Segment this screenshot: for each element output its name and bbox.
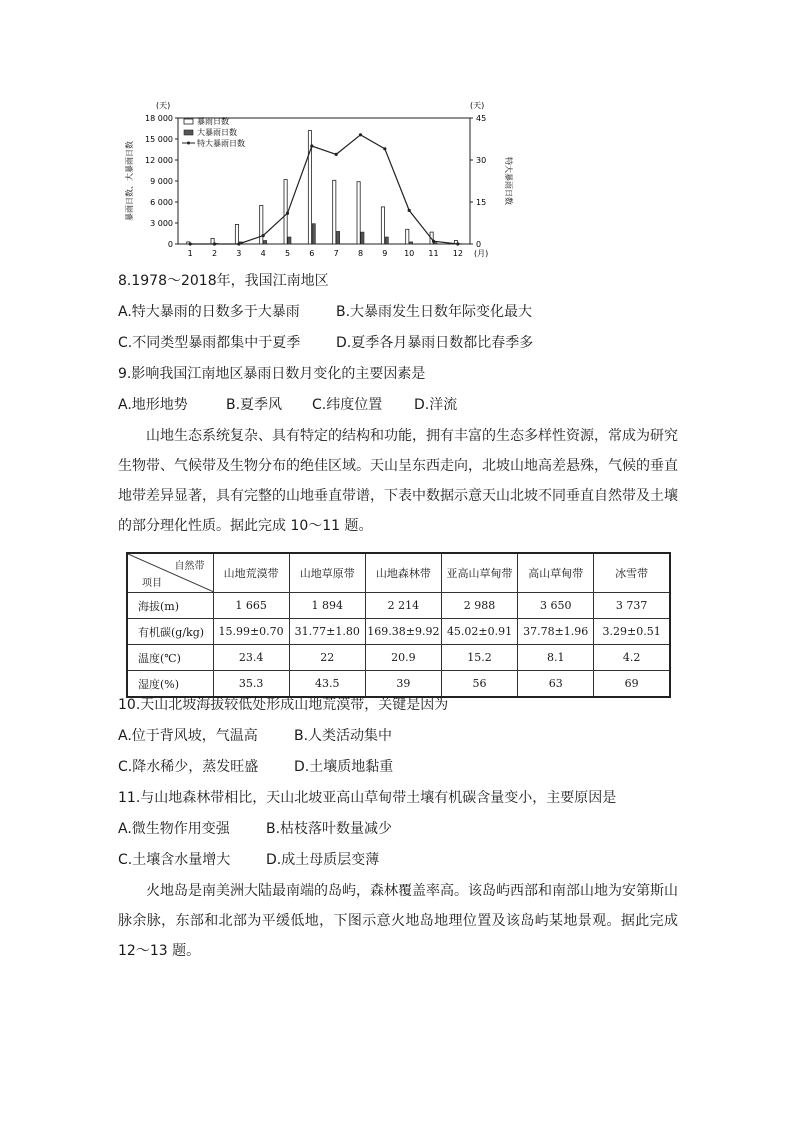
x-tick-label: 5 xyxy=(284,249,291,258)
q9-option-b[interactable]: B.夏季风 xyxy=(226,397,283,413)
right-tick-label: 30 xyxy=(476,156,487,165)
q8-option-c[interactable]: C.不同类型暴雨都集中于夏季 xyxy=(118,335,301,351)
point-extreme-rainstorm xyxy=(432,240,435,243)
x-tick-label: 9 xyxy=(382,249,388,258)
corner-bottom-label: 项目 xyxy=(142,578,162,589)
bar-rainstorm xyxy=(284,180,287,244)
bar-heavy-rainstorm xyxy=(434,243,437,244)
table-cell: 2 214 xyxy=(365,593,441,619)
table-row xyxy=(127,645,670,671)
table-cell: 56 xyxy=(441,671,517,698)
legend-label-rainstorm: 暴雨日数 xyxy=(197,117,229,126)
bar-rainstorm xyxy=(381,207,384,244)
bar-rainstorm xyxy=(333,180,336,244)
legend-point-extreme xyxy=(187,142,190,145)
table-row xyxy=(127,593,670,619)
point-extreme-rainstorm xyxy=(383,147,386,150)
question-10-options-row1 xyxy=(118,726,392,746)
right-unit-label: (天) xyxy=(470,101,485,110)
table-cell: 20.9 xyxy=(365,645,441,671)
table-cell: 3 737 xyxy=(594,593,670,619)
point-extreme-rainstorm xyxy=(335,153,338,156)
right-tick-label: 0 xyxy=(476,240,482,249)
table-header-row xyxy=(127,553,670,593)
table-cell: 2 988 xyxy=(441,593,517,619)
bar-rainstorm xyxy=(235,224,238,244)
bar-heavy-rainstorm xyxy=(263,241,266,245)
point-extreme-rainstorm xyxy=(359,133,362,136)
question-8-options-row2 xyxy=(118,333,533,353)
x-tick-label: 12 xyxy=(452,249,463,258)
q8-option-d[interactable]: D.夏季各月暴雨日数都比春季多 xyxy=(336,335,534,351)
table-cell: 3.29±0.51 xyxy=(594,619,670,645)
legend-swatch-heavy xyxy=(184,130,193,135)
table-cell: 43.5 xyxy=(289,671,365,698)
x-unit-label: (月) xyxy=(474,249,489,258)
point-extreme-rainstorm xyxy=(408,209,411,212)
point-extreme-rainstorm xyxy=(310,144,313,147)
legend-label-extreme: 特大暴雨日数 xyxy=(197,139,245,148)
left-tick-label: 3 000 xyxy=(150,219,173,228)
legend-label-heavy: 大暴雨日数 xyxy=(197,128,237,137)
rainstorm-chart xyxy=(118,96,518,268)
x-tick-label: 11 xyxy=(428,249,439,258)
x-tick-label: 4 xyxy=(260,249,266,258)
table-cell: 15.2 xyxy=(441,645,517,671)
q9-option-c[interactable]: C.纬度位置 xyxy=(312,397,383,413)
table-row-label: 湿度(%) xyxy=(127,671,213,698)
question-11-options-row2 xyxy=(118,850,379,870)
q8-option-b[interactable]: B.大暴雨发生日数年际变化最大 xyxy=(336,304,533,320)
q11-option-b[interactable]: B.枯枝落叶数量减少 xyxy=(266,821,393,837)
table-cell: 22 xyxy=(289,645,365,671)
q10-option-b[interactable]: B.人类活动集中 xyxy=(294,728,393,744)
table-row-label: 温度(℃) xyxy=(127,645,213,671)
x-tick-label: 6 xyxy=(309,249,315,258)
table-cell: 8.1 xyxy=(518,645,594,671)
vertical-zone-table xyxy=(126,552,671,698)
q10-option-c[interactable]: C.降水稀少，蒸发旺盛 xyxy=(118,759,259,775)
table-cell: 37.78±1.96 xyxy=(518,619,594,645)
table-col-header: 山地森林带 xyxy=(365,553,441,593)
q11-option-a[interactable]: A.微生物作用变强 xyxy=(118,821,230,837)
bar-rainstorm xyxy=(260,206,263,245)
point-extreme-rainstorm xyxy=(189,242,192,245)
table-cell: 45.02±0.91 xyxy=(441,619,517,645)
point-extreme-rainstorm xyxy=(237,242,240,245)
bar-heavy-rainstorm xyxy=(312,224,315,244)
right-axis-title: 特大暴雨日数 xyxy=(504,157,513,205)
q11-option-c[interactable]: C.土壤含水量增大 xyxy=(118,852,231,868)
chart-svg xyxy=(118,96,518,268)
bar-heavy-rainstorm xyxy=(288,237,291,244)
table-col-header: 亚高山草甸带 xyxy=(441,553,517,593)
x-tick-label: 10 xyxy=(404,249,415,258)
table-col-header: 山地荒漠带 xyxy=(213,553,289,593)
q9-option-d[interactable]: D.洋流 xyxy=(414,397,458,413)
table-row-label: 海拔(m) xyxy=(127,593,213,619)
question-9-stem: 9.影响我国江南地区暴雨日数月变化的主要因素是 xyxy=(118,366,426,382)
vertical-zone-table-wrap xyxy=(126,552,671,698)
x-tick-label: 8 xyxy=(357,249,364,258)
table-row xyxy=(127,619,670,645)
q8-option-a[interactable]: A.特大暴雨的日数多于大暴雨 xyxy=(118,304,300,320)
bar-rainstorm xyxy=(406,229,409,244)
legend-swatch-rainstorm xyxy=(184,119,193,124)
table-cell: 31.77±1.80 xyxy=(289,619,365,645)
left-tick-label: 12 000 xyxy=(145,156,173,165)
table-col-header: 高山草甸带 xyxy=(518,553,594,593)
right-tick-label: 45 xyxy=(476,114,487,123)
table-row xyxy=(127,671,670,698)
right-tick-label: 15 xyxy=(476,198,487,207)
left-tick-label: 15 000 xyxy=(145,135,173,144)
bar-heavy-rainstorm xyxy=(361,232,364,244)
question-9-options xyxy=(118,395,457,415)
table-cell: 23.4 xyxy=(213,645,289,671)
table-cell: 1 665 xyxy=(213,593,289,619)
question-8-options-row1 xyxy=(118,302,532,322)
question-10-stem: 10.天山北坡海拔较低处形成山地荒漠带，关键是因为 xyxy=(118,697,449,713)
table-cell: 35.3 xyxy=(213,671,289,698)
passage-tianshan: 山地生态系统复杂、具有特定的结构和功能，拥有丰富的生态多样性资源，常成为研究生物带、气候带及生物分布的绝佳区域。天山呈东西走向，北坡山地高差悬殊，气候的垂直地带差异显著，具有完整的山地垂直带谱，下表中数据示意天山北坡不同垂直自然带及土壤的部分理化性质。据此完成 10～11 题。 xyxy=(118,428,678,534)
x-tick-label: 7 xyxy=(333,249,339,258)
q10-option-d[interactable]: D.土壤质地黏重 xyxy=(294,759,394,775)
table-cell: 39 xyxy=(365,671,441,698)
x-tick-label: 3 xyxy=(236,249,242,258)
table-cell: 69 xyxy=(594,671,670,698)
table-col-header: 山地草原带 xyxy=(289,553,365,593)
table-cell: 3 650 xyxy=(518,593,594,619)
table-cell: 15.99±0.70 xyxy=(213,619,289,645)
left-unit-label: (天) xyxy=(156,101,171,110)
corner-top-label: 自然带 xyxy=(174,561,205,572)
table-row-label: 有机碳(g/kg) xyxy=(127,619,213,645)
table-cell: 169.38±9.92 xyxy=(365,619,441,645)
table-cell: 1 894 xyxy=(289,593,365,619)
line-extreme-rainstorm xyxy=(190,135,458,244)
left-tick-label: 0 xyxy=(167,240,173,249)
question-11-stem: 11.与山地森林带相比，天山北坡亚高山草甸带土壤有机碳含量变小，主要原因是 xyxy=(118,790,617,806)
point-extreme-rainstorm xyxy=(213,242,216,245)
x-tick-label: 2 xyxy=(211,249,218,258)
bar-heavy-rainstorm xyxy=(409,242,412,244)
bar-rainstorm xyxy=(357,182,360,244)
x-tick-label: 1 xyxy=(187,249,193,258)
bar-heavy-rainstorm xyxy=(385,237,388,244)
left-tick-label: 9 000 xyxy=(150,177,173,186)
left-axis-title: 暴雨日数、大暴雨日数 xyxy=(125,141,134,221)
q11-option-d[interactable]: D.成土母质层变薄 xyxy=(266,852,380,868)
q10-option-a[interactable]: A.位于背风坡，气温高 xyxy=(118,728,258,744)
q9-option-a[interactable]: A.地形地势 xyxy=(118,397,188,413)
bar-heavy-rainstorm xyxy=(336,231,339,244)
left-tick-label: 18 000 xyxy=(145,114,173,123)
question-10-options-row2 xyxy=(118,757,393,777)
point-extreme-rainstorm xyxy=(286,212,289,215)
table-col-header: 冰雪带 xyxy=(594,553,670,593)
point-extreme-rainstorm xyxy=(262,234,265,237)
table-cell: 4.2 xyxy=(594,645,670,671)
question-11-options-row1 xyxy=(118,819,392,839)
point-extreme-rainstorm xyxy=(456,242,459,245)
question-8-stem: 8.1978～2018年，我国江南地区 xyxy=(118,273,329,289)
left-tick-label: 6 000 xyxy=(150,198,173,207)
table-cell: 63 xyxy=(518,671,594,698)
table-corner-cell xyxy=(127,553,213,593)
passage-tierra-del-fuego: 火地岛是南美洲大陆最南端的岛屿，森林覆盖率高。该岛屿西部和南部山地为安第斯山脉余脉，东部和北部为平缓低地，下图示意火地岛地理位置及该岛屿某地景观。据此完成 12～13 题。 xyxy=(118,883,678,959)
